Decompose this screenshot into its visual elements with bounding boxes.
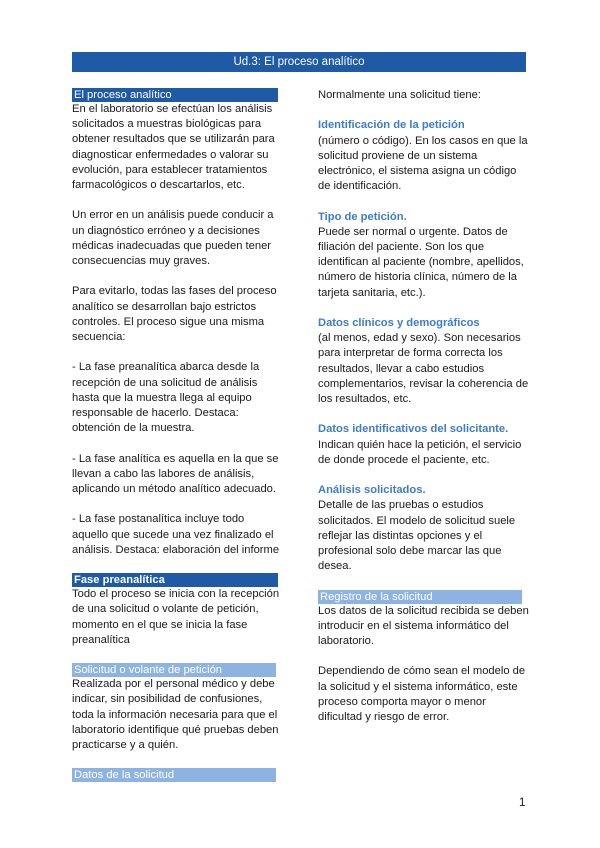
item-text-solicitante: Indican quién hace la petición, el servicio de donde procede el paciente, etc. (318, 438, 522, 466)
item-title-solicitante: Datos identificativos del solicitante. (318, 423, 509, 436)
paragraph-solicitud: Realizada por el personal médico y debe indicar, sin posibilidad de confusiones, toda la información necesaria para que el laboratorio identifique qué pruebas deben practicarse y a quién. (72, 678, 279, 752)
paragraph-fase-analitica: - La fase analítica es aquella en la que se llevan a cabo las labores de análisis, aplicando un método analítico adecuado. (72, 452, 279, 496)
paragraph-registro: Los datos de la solicitud recibida se deben introducir en el sistema informático del laboratorio. (318, 604, 529, 648)
paragraph-controles: Para evitarlo, todas las fases del proceso analítico se desarrollan bajo estrictos controles. El proceso sigue una misma secuencia: (72, 285, 277, 344)
item-text-datos-clinicos: (al menos, edad y sexo). Son necesarios para interpretar de forma correcta los resultados, llevar a cabo estudios complementarios, revisar la coherencia de los resultados, etc. (318, 332, 529, 406)
item-title-tipo-peticion: Tipo de petición. (318, 210, 407, 223)
item-text-tipo-peticion: Puede ser normal o urgente. Datos de filiación del paciente. Son los que identifican al paciente (nombre, apellidos, número de historia clínica, número de la tarjeta sanitaria, etc.). (318, 225, 524, 299)
left-column (72, 88, 282, 782)
paragraph-error: Un error en un análisis puede conducir a un diagnóstico erróneo y a decisiones médicas inadecuadas que pueden tener consecuencias muy graves. (72, 209, 274, 268)
item-text-identificacion: (número o código). En los casos en que la solicitud proviene de un sistema electrónico, el sistema asigna un código de identificación. (318, 134, 528, 193)
subheading-solicitud: Solicitud o volante de petición (72, 663, 276, 677)
item-analisis (318, 483, 530, 574)
page-number: 1 (519, 797, 526, 809)
paragraph-fase-postanalitica: - La fase postanalítica incluye todo aquello que sucede una vez finalizado el análisis. Destaca: elaboración del informe (72, 513, 280, 556)
item-identificacion (318, 118, 530, 194)
section-heading-proceso-analitico: El proceso analítico (72, 88, 278, 102)
item-title-identificacion: Identificación de la petición (318, 119, 465, 132)
section-heading-fase-preanalitica: Fase preanalítica (72, 573, 278, 587)
paragraph-dificultad: Dependiendo de cómo sean el modelo de la solicitud y el sistema informático, este proceso comporta mayor o menor dificultad y riesgo de error. (318, 665, 526, 724)
paragraph-recepcion: Todo el proceso se inicia con la recepción de una solicitud o volante de petición, momento en el que se inicia la fase preanalítica (72, 588, 280, 646)
subheading-datos-solicitud: Datos de la solicitud (72, 768, 276, 782)
subheading-registro: Registro de la solicitud (318, 590, 522, 604)
paragraph-intro: En el laboratorio se efectúan los análisis solicitados a muestras biológicas para obtener resultados que se utilizarán para diagnosticar enfermedades o valorar su evolución, para establecer tratamientos farmacológicos o descartarlos, etc. (72, 103, 275, 192)
paragraph-solicitud-intro: Normalmente una solicitud tiene: (318, 89, 481, 101)
item-solicitante (318, 422, 530, 468)
item-title-analisis: Análisis solicitados. (318, 484, 426, 497)
item-title-datos-clinicos: Datos clínicos y demográficos (318, 317, 480, 329)
paragraph-fase-preanalitica: - La fase preanalítica abarca desde la recepción de una solicitud de análisis hasta que la muestra llega al equipo responsable de hacerlo. Destaca: obtención de la muestra. (72, 361, 260, 435)
document-title-bar: Ud.3: El proceso analítico (72, 52, 526, 72)
right-column (318, 88, 530, 740)
item-text-analisis: Detalle de las pruebas o estudios solicitados. El modelo de solicitud suele reflejar las distintas opciones y el profesional solo debe marcar las que desea. (318, 499, 516, 573)
item-tipo-peticion (318, 210, 530, 301)
item-datos-clinicos (318, 316, 530, 407)
